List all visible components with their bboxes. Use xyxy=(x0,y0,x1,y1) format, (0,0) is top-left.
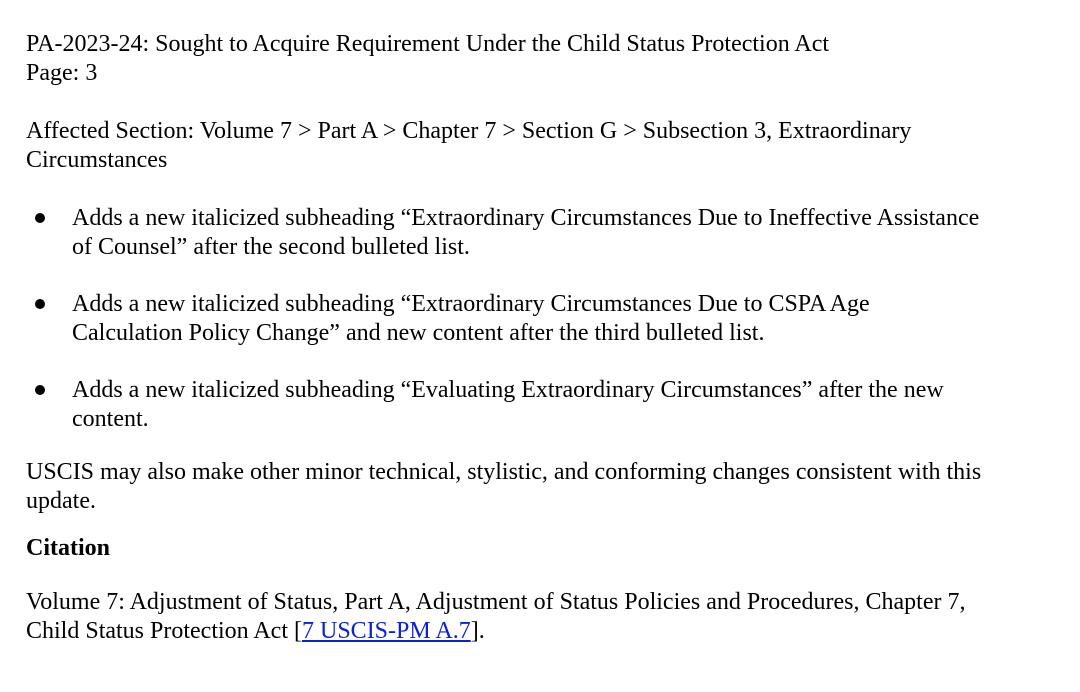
bullet-icon xyxy=(35,213,45,223)
citation-heading: Citation xyxy=(26,535,110,561)
citation-line-2 xyxy=(26,617,1056,646)
citation-prefix: Child Status Protection Act [ xyxy=(26,618,302,644)
list-item-line-2: of Counsel” after the second bulleted list. xyxy=(72,234,470,260)
list-item xyxy=(26,204,1056,262)
note-line-1: USCIS may also make other minor technical, stylistic, and conforming changes consistent with this xyxy=(26,459,982,485)
uscis-pm-link[interactable]: 7 USCIS-PM A.7 xyxy=(302,618,471,644)
document-title: PA-2023-24: Sought to Acquire Requirement Under the Child Status Protection Act xyxy=(26,31,830,57)
citation-line-1: Volume 7: Adjustment of Status, Part A, Adjustment of Status Policies and Procedures, Chapter 7, xyxy=(26,589,966,615)
citation-text xyxy=(26,588,1056,646)
list-item-line-2: content. xyxy=(72,406,149,432)
list-item xyxy=(26,376,1056,434)
technical-changes-note xyxy=(26,458,1056,516)
list-item-line-2: Calculation Policy Change” and new content after the third bulleted list. xyxy=(72,320,765,346)
affected-section-line-1: Affected Section: Volume 7 > Part A > Chapter 7 > Section G > Subsection 3, Extraordinary xyxy=(26,118,912,144)
list-item-line-1: Adds a new italicized subheading “Extraordinary Circumstances Due to Ineffective Assistance xyxy=(72,205,980,231)
list-item-line-1: Adds a new italicized subheading “Evaluating Extraordinary Circumstances” after the new xyxy=(72,377,944,403)
bullet-icon xyxy=(35,299,45,309)
affected-section-line-2: Circumstances xyxy=(26,147,168,173)
document-page xyxy=(26,30,1056,646)
bullet-icon xyxy=(35,385,45,395)
page-number: Page: 3 xyxy=(26,60,98,86)
changes-list xyxy=(26,204,1056,434)
document-header xyxy=(26,30,1056,88)
note-line-2: update. xyxy=(26,488,96,514)
list-item-line-1: Adds a new italicized subheading “Extraordinary Circumstances Due to CSPA Age xyxy=(72,291,870,317)
citation-suffix: ]. xyxy=(470,618,485,644)
list-item xyxy=(26,290,1056,348)
affected-section xyxy=(26,117,1056,175)
